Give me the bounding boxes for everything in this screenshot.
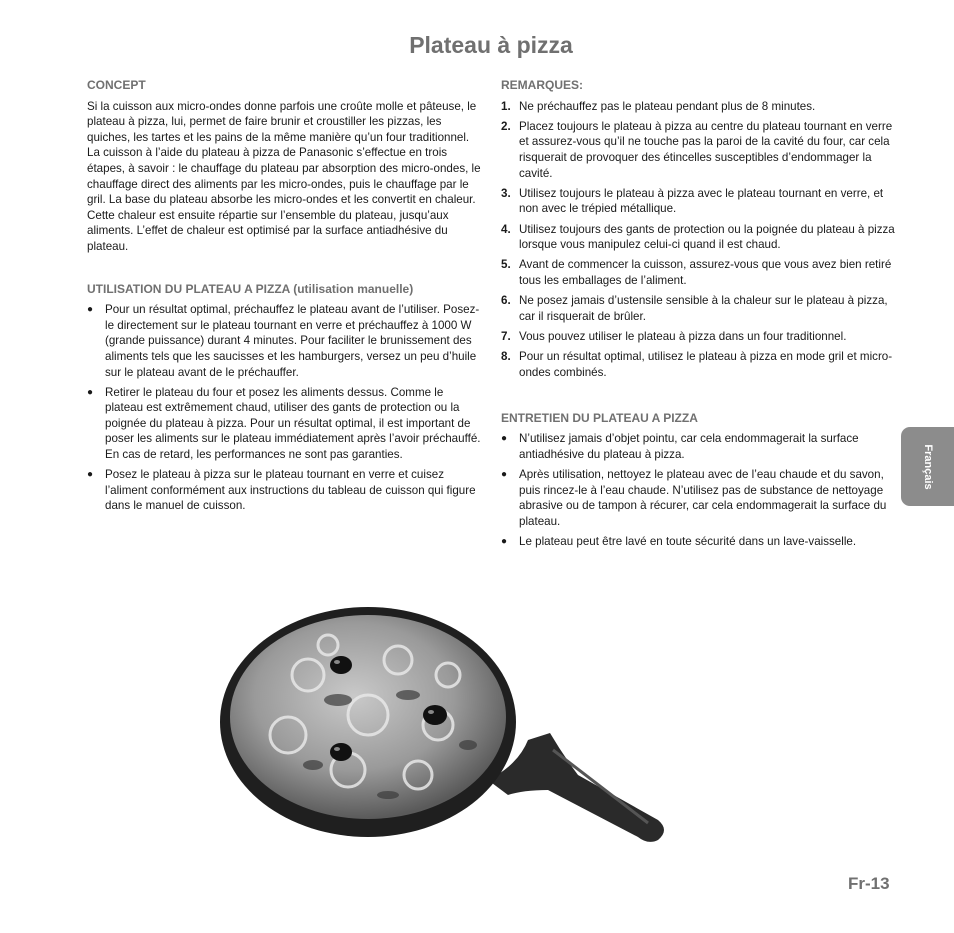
list-item: ● Le plateau peut être lavé en toute sécurité dans un lave-vaisselle. [501,535,857,549]
utilisation-heading-suffix: (utilisation manuelle) [293,281,414,296]
right-column [501,78,895,554]
language-tab-label: Français [921,443,934,490]
list-item: 6. Ne posez jamais d’ustensile sensible à la chaleur sur le plateau à pizza, car il risquerait de brûler. [501,294,888,323]
list-item: 8. Pour un résultat optimal, utilisez le plateau à pizza en mode gril et micro-ondes combinés. [501,350,893,379]
bullet-icon: ● [501,469,508,481]
concept-heading: CONCEPT [87,78,146,92]
page-title: Plateau à pizza [409,32,573,58]
bullet-icon: ● [501,433,508,445]
concept-text: Si la cuisson aux micro-ondes donne parfois une croûte molle et pâteuse, le plateau à pizza, lui, permet de faire brunir et croustiller les pizzas, les quiches, les tartes et les pains de la même manière qu’un four traditionnel. La cuisson à l’aide du plateau à pizza de Panasonic s’effectue en trois étapes, à savoir : le chauffage du plateau par absorption des micro-ondes, le chauffage direct des aliments par les micro-ondes, puis le chauffage par le gril. La base du plateau absorbe les micro-ondes et les convertit en chaleur. Cette chaleur est ensuite répartie sur l’ensemble du plateau, jusqu’aux aliments. L’effet de chaleur est optimisé par la surface antiadhésive du plateau. [87,99,481,253]
list-item: ● Posez le plateau à pizza sur le plateau tournant en verre et cuisez l’aliment conformément aux instructions du tableau de cuisson qui figure dans le manuel de cuisson. [87,468,476,513]
entretien-section [501,411,895,550]
olive-icon [330,656,352,674]
entretien-heading: ENTRETIEN DU PLATEAU A PIZZA [501,410,698,425]
bullet-icon: ● [87,386,94,398]
bullet-icon: ● [87,469,94,481]
entretien-list [501,431,895,549]
concept-section [87,78,483,255]
tray-handle [488,733,664,842]
pizza-tray-illustration [218,605,668,850]
utilisation-section [87,282,483,515]
list-item: 5. Avant de commencer la cuisson, assurez-vous que vous avez bien retiré tous les emballages de l’aliment. [501,258,892,287]
list-item: 2. Placez toujours le plateau à pizza au centre du plateau tournant en verre et assurez-vous qu’il ne touche pas la paroi de la cavité du four, car cela risquerait de provoquer des étincelles susceptibles d’endommager la cavité. [501,119,893,180]
utilisation-heading-main: UTILISATION DU PLATEAU A PIZZA [87,281,290,296]
list-item: ● N’utilisez jamais d’objet pointu, car cela endommagerait la surface antiadhésive du plateau à pizza. [501,432,859,462]
olive-icon [423,705,447,725]
bullet-icon: ● [87,304,94,316]
utilisation-list [87,302,483,514]
list-item: 1. Ne préchauffez pas le plateau pendant plus de 8 minutes. [501,99,816,113]
list-item: 4. Utilisez toujours des gants de protection ou la poignée du plateau à pizza lorsque vous manipulez celui-ci quand il est chaud. [501,222,895,252]
remarques-list [501,99,895,381]
remarques-heading: REMARQUES: [501,78,584,92]
list-item: ● Après utilisation, nettoyez le plateau avec de l’eau chaude et du savon, puis rincez-le à l’eau chaude. N’utilisez pas de substance de nettoyage abrasive ou de tampon à récurer, car cela endommagerait la surface du plateau. [501,468,887,528]
list-item: 3. Utilisez toujours le plateau à pizza avec le plateau tournant en verre, et non avec le trépied métallique. [501,186,884,216]
list-item: 7. Vous pouvez utiliser le plateau à pizza dans un four traditionnel. [501,329,847,343]
list-item: ● Retirer le plateau du four et posez les aliments dessus. Comme le plateau est extrêmement chaud, utiliser des gants de protection ou la poignée du plateau à pizza. Pour un résultat optimal, il est important de poser les aliments sur le plateau immédiatement après l’avoir préchauffé. En cas de retard, les performances ne sont pas garanties. [87,385,481,462]
list-item: ● Pour un résultat optimal, préchauffez le plateau avant de l’utiliser. Posez-le directement sur le plateau tournant en verre et préchauffez à 1000 W (grande puissance) durant 4 minutes. Pour faciliter le brunissement des aliments tels que les saucisses et les hamburgers, versez un peu d’huile sur le plateau avant de le préchauffer. [87,303,480,379]
page-number: Fr-13 [848,874,890,893]
language-tab [901,427,954,506]
bullet-icon: ● [501,536,508,548]
utilisation-heading [87,282,483,298]
remarques-section [501,78,895,380]
olive-icon [330,743,352,761]
pizza [230,615,506,819]
left-column [87,78,483,519]
